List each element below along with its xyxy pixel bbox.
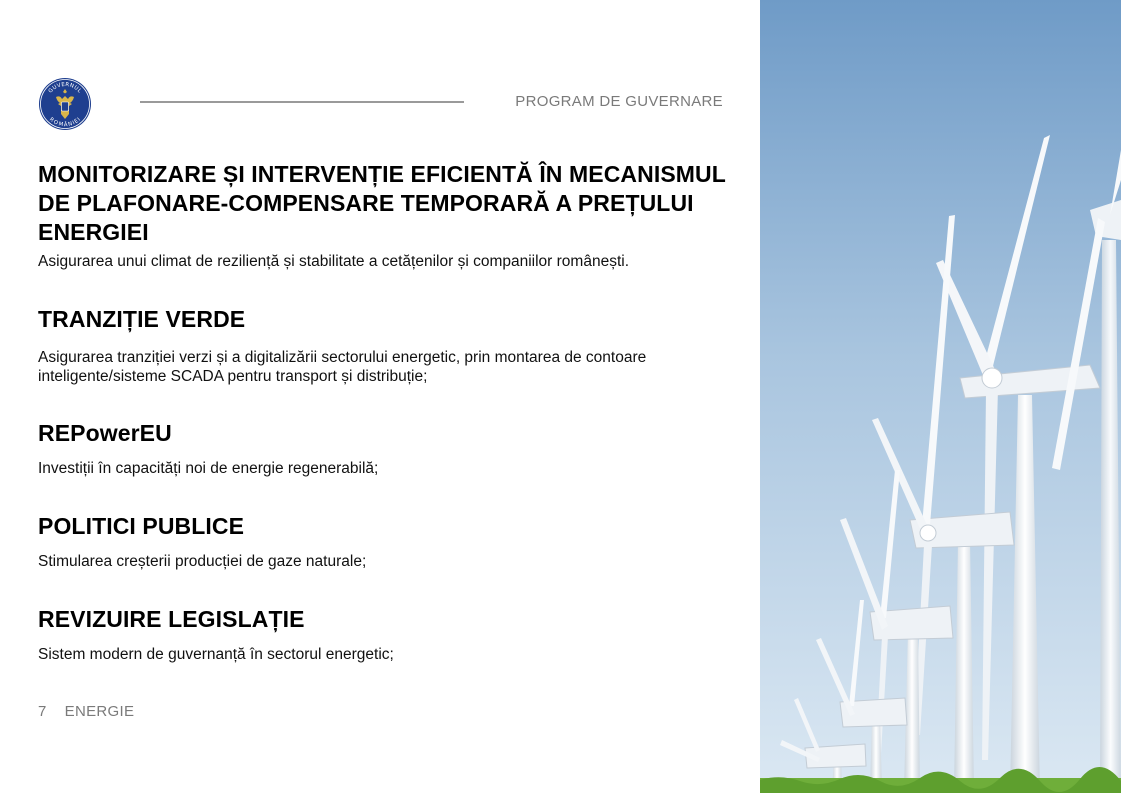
page-footer — [38, 703, 134, 720]
section-public-policies — [38, 512, 738, 571]
logo-text-top: GUVERNUL — [47, 81, 83, 95]
content-column — [38, 160, 738, 664]
section-text: Asigurarea unui climat de reziliență și stabilitate a cetățenilor și companiilor românești. — [38, 253, 629, 270]
section-heading: POLITICI PUBLICE — [38, 513, 245, 539]
footer-section-label: ENERGIE — [64, 703, 135, 720]
section-legislation-review — [38, 605, 738, 664]
logo-text-bottom: ROMÂNIEI — [48, 116, 83, 129]
government-logo — [38, 77, 92, 131]
page-number: 7 — [38, 703, 47, 720]
wind-turbines-photo — [760, 0, 1121, 793]
program-title: PROGRAM DE GUVERNARE — [515, 93, 723, 110]
section-text: Investiții în capacități noi de energie regenerabilă; — [38, 460, 379, 477]
section-green-transition — [38, 305, 738, 386]
section-heading: TRANZIȚIE VERDE — [38, 306, 246, 332]
section-heading: REVIZUIRE LEGISLAȚIE — [38, 606, 305, 632]
section-heading: REPowerEU — [38, 420, 172, 446]
section-text: Asigurarea tranziției verzi și a digitalizării sectorului energetic, prin montarea de contoare inteligente/sisteme SCADA pentru transport și distribuție; — [38, 349, 647, 385]
header-divider — [140, 101, 464, 103]
section-heading: MONITORIZARE ȘI INTERVENȚIE EFICIENTĂ ÎN MECANISMUL DE PLAFONARE-COMPENSARE TEMPORARĂ A PREȚULUI ENERGIEI — [38, 161, 726, 245]
section-repowereu — [38, 419, 738, 478]
section-price-cap — [38, 160, 738, 271]
section-text: Stimularea creșterii producției de gaze naturale; — [38, 553, 367, 570]
section-text: Sistem modern de guvernanță în sectorul energetic; — [38, 646, 394, 663]
